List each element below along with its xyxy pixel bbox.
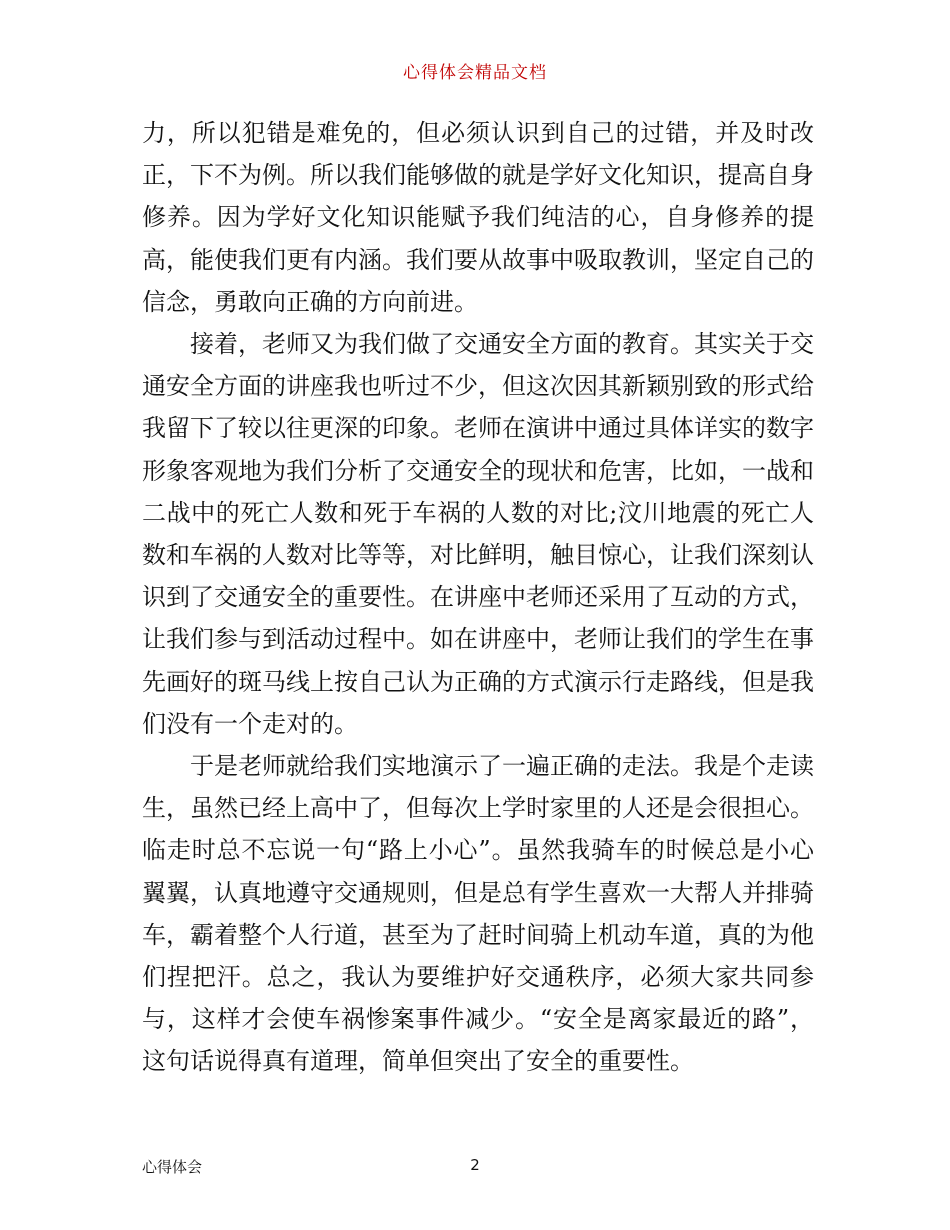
paragraph-3: 于是老师就给我们实地演示了一遍正确的走法。我是个走读生，虽然已经上高中了，但每次上学时家里的人还是会很担心。临走时总不忘说一句“路上小心”。虽然我骑车的时候总是小心翼翼，认真地遵守交通规则，但是总有学生喜欢一大帮人并排骑车，霸着整个人行道，甚至为了赶时间骑上机动车道，真的为他们捏把汗。总之，我认为要维护好交通秩序，必须大家共同参与，这样才会使车祸惨案事件减少。“安全是离家最近的路”，这句话说得真有道理，简单但突出了安全的重要性。 bbox=[142, 752, 814, 1076]
paragraph-2: 接着，老师又为我们做了交通安全方面的教育。其实关于交通安全方面的讲座我也听过不少，但这次因其新颖别致的形式给我留下了较以往更深的印象。老师在演讲中通过具体详实的数字形象客观地为我们分析了交通安全的现状和危害，比如，一战和二战中的死亡人数和死于车祸的人数的对比;汶川地震的死亡人数和车祸的人数对比等等，对比鲜明，触目惊心，让我们深刻认识到了交通安全的重要性。在讲座中老师还采用了互动的方式，让我们参与到活动过程中。如在讲座中，老师让我们的学生在事先画好的斑马线上按自己认为正确的方式演示行走路线，但是我们没有一个走对的。 bbox=[142, 330, 814, 738]
footer-label: 心得体会 bbox=[142, 1158, 203, 1176]
paragraph-1: 力，所以犯错是难免的，但必须认识到自己的过错，并及时改正，下不为例。所以我们能够做的就是学好文化知识，提高自身修养。因为学好文化知识能赋予我们纯洁的心，自身修养的提高，能使我们更有内涵。我们要从故事中吸取教训，坚定自己的信念，勇敢向正确的方向前进。 bbox=[142, 119, 814, 316]
page-number: 2 bbox=[470, 1156, 480, 1174]
page-header-title: 心得体会精品文档 bbox=[403, 63, 547, 83]
document-body bbox=[142, 112, 814, 1083]
